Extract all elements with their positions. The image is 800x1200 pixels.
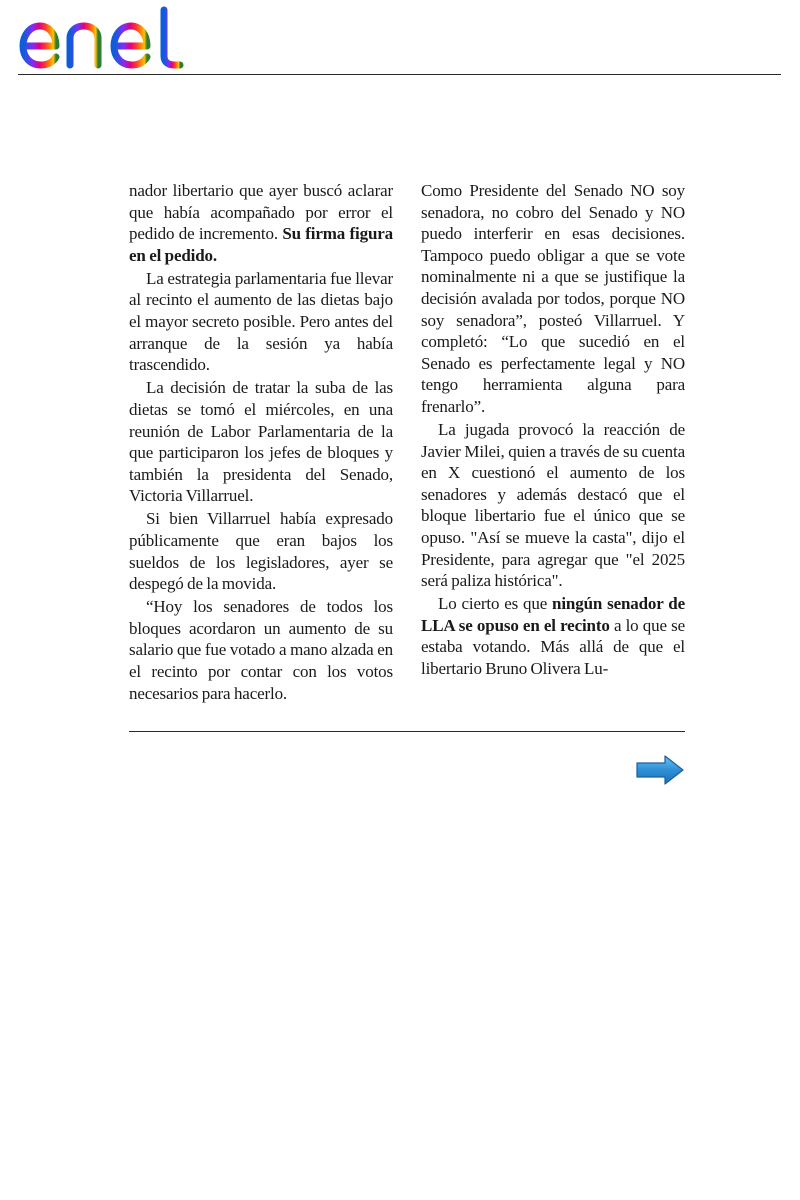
article-body (129, 180, 685, 712)
paragraph: Como Presidente del Senado NO soy senadora, no cobro del Senado y NO puedo interferir en esas decisiones. Tampoco puedo obligar a que se vote nominalmente ni a que se justifique la decisión avalada por todos, porque NO soy senadora”, posteó Villarruel. Y completó: “Lo que sucedió en el Senado es perfectamente legal y NO tengo herramienta alguna para frenarlo”. (421, 181, 685, 416)
paragraph: “Hoy los senadores de todos los bloques acordaron un aumento de su salario que fue votado a mano alzada en el recinto por contar con los votos necesarios para hacerlo. (129, 597, 393, 703)
paragraph: La estrategia parlamentaria fue llevar al recinto el aumento de las dietas bajo el mayor secreto posible. Pero antes del arranque de la sesión ya había trascendido. (129, 268, 393, 375)
enel-logo (18, 4, 198, 72)
paragraph: Lo cierto es que ningún senador de LLA se opuso en el recinto a lo que se estaba votando. Más allá de que el libertario Bruno Olivera Lu- (421, 594, 685, 679)
paragraph: Si bien Villarruel había expresado públicamente que eran bajos los sueldos de los legisladores, ayer se despegó de la movida. (129, 509, 393, 594)
bold-highlight: Su firma figura en el pedido. (129, 224, 393, 265)
header-rule (18, 74, 781, 75)
article-bottom-rule (129, 731, 685, 732)
paragraph: La decisión de tratar la suba de las dietas se tomó el miércoles, en una reunión de Labor Parlamentaria de la que participaron los jefes de bloques y también la presidenta del Senado, Victoria Villarruel. (129, 378, 393, 506)
arrow-right-icon[interactable] (634, 754, 686, 786)
paragraph: nador libertario que ayer buscó aclarar que había acompañado por error el pedido de incremento. Su firma figura en el pedido. (129, 181, 393, 265)
bold-highlight: ningún senador de LLA se opuso en el recinto (421, 594, 685, 635)
paragraph: La jugada provocó la reacción de Javier Milei, quien a través de su cuenta en X cuestionó el aumento de los senadores y además destacó que el bloque libertario fue el único que se opuso. "Así se mueve la casta", dijo el Presidente, para agregar que "el 2025 será paliza histórica". (421, 420, 685, 591)
article-column-2 (421, 180, 685, 712)
article-column-1 (129, 180, 393, 712)
